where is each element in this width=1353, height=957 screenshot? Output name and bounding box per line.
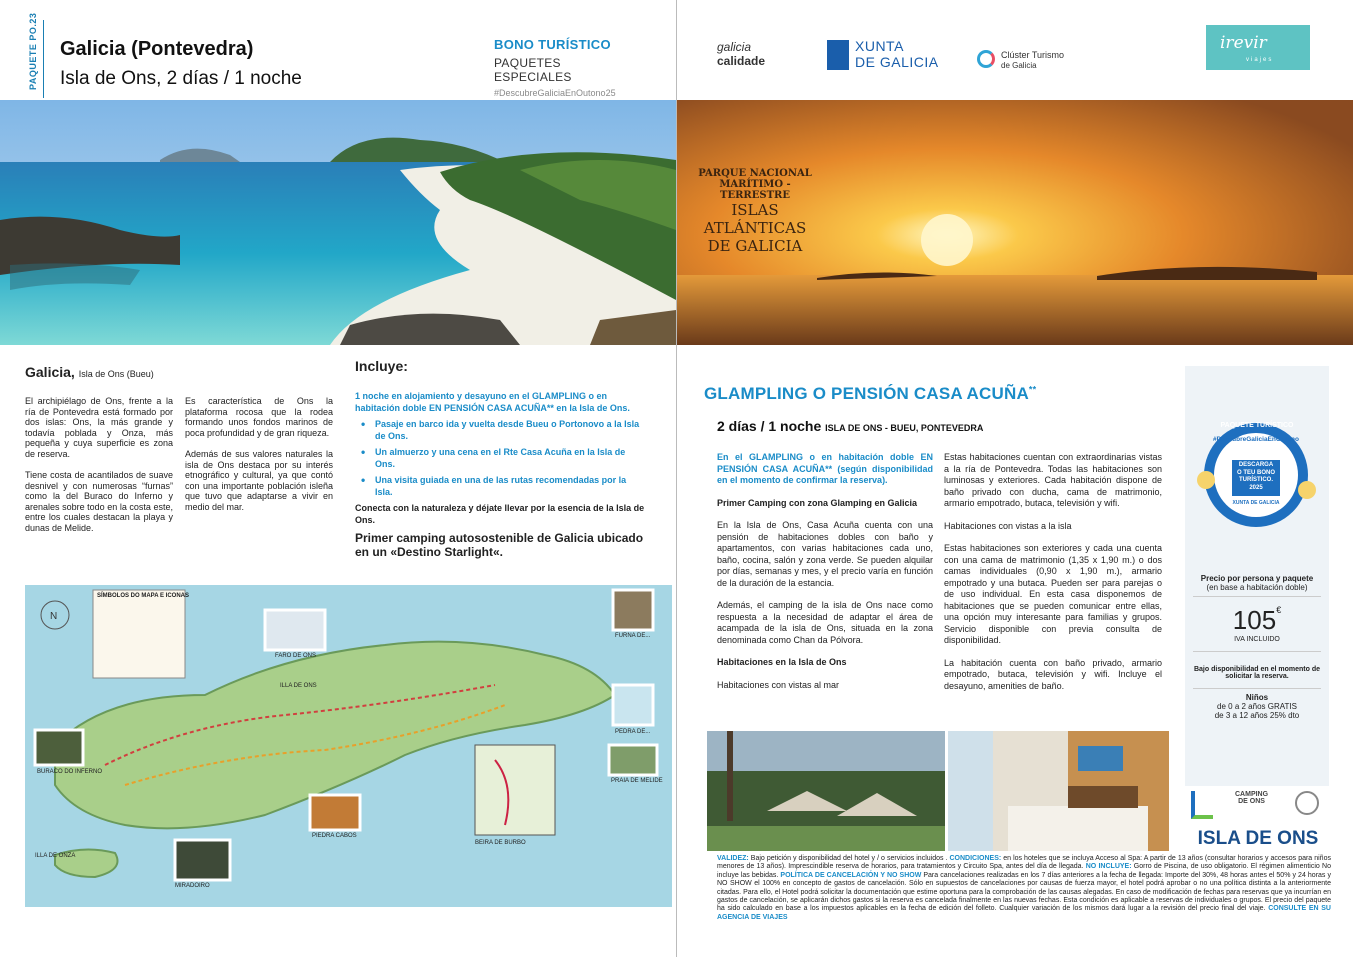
intro-heading (25, 364, 154, 380)
map-label-isla-ons: ILLA DE ONS (280, 683, 317, 689)
duration-text: 2 días / 1 noche (717, 418, 822, 434)
right-r1: Estas habitaciones cuentan con extraordinarias vistas a la ría de Pontevedra. Todas las habitaciones son luminosas y exteriores. Cada habitación dispone de baño privado con ducha, cama de matrimonio, armario empotrado, butaca, televisión y wifi. (944, 452, 1162, 508)
parque-logo (685, 168, 825, 255)
xunta-logo (827, 38, 967, 88)
right-r3: La habitación cuenta con baño privado, armario empotrado, butaca, televisión y wifi. Incluye el desayuno, amenities de baño. (944, 657, 1162, 691)
price-currency: € (1276, 605, 1282, 615)
right-title-text: GLAMPLING O PENSIÓN CASA ACUÑA (704, 384, 1029, 403)
legal-validez: Bajo petición y disponibilidad del hotel y / o servicios incluidos . (750, 855, 948, 862)
cluster-line2: de Galicia (1001, 61, 1037, 70)
sidebar-logos (1185, 785, 1329, 827)
ninos-l2: de 3 a 12 años 25% dto (1214, 711, 1300, 720)
incluye-intro: 1 noche en alojamiento y desayuno en el GLAMPLING o en habitación doble EN PENSIÓN CASA ACUÑA** en la Isla de Ons. (355, 391, 630, 413)
bono-hashtag: #DescubreGaliciaEnOutono25 (494, 88, 616, 98)
camping-heading: Primer Camping con zona Glamping en Galicia (717, 497, 918, 508)
legal-consulte: CONSULTE EN SU AGENCIA DE VIAJES (717, 905, 1331, 921)
right-p1: En la Isla de Ons, Casa Acuña cuenta con una pensión de habitaciones dobles con baño y apartamentos, con varias habitaciones cada uno, baño, cocina, salón y zona verde. Se pueden alquilar por días, semanas y mes, y el precio varía en función de la duración de la estancia. (717, 520, 933, 588)
legal-validez-label: VALIDEZ: (717, 855, 749, 862)
right-title-stars: ** (1028, 384, 1037, 395)
page-subtitle: Isla de Ons, 2 días / 1 noche (60, 68, 302, 89)
incluye-item: • Un almuerzo y una cena en el Rte Casa Acuña en la Isla de Ons. (355, 447, 645, 470)
price-iva: IVA INCLUIDO (1234, 636, 1280, 643)
legal-noinc: Gorro de Piscina, de uso obligatorio. El régimen alimenticio No incluye las bebidas. (717, 863, 1331, 879)
map-label-furna: FURNA DE... (615, 633, 651, 639)
illustrated-map (25, 585, 672, 907)
incluye-item: • Una visita guiada en una de las rutas recomendadas por la Isla. (355, 475, 645, 498)
galicia-calidade-logo (717, 40, 797, 90)
svg-text:N: N (50, 611, 58, 622)
isla-banner: ISLA DE ONS (1197, 828, 1319, 849)
glamping-photo (707, 731, 945, 851)
right-page (677, 0, 1353, 957)
badge-top: PAQUETE TURÍSTICO (1220, 422, 1294, 429)
package-code: PAQUETE PO.23 (28, 12, 38, 90)
parque-line4: DE GALICIA (707, 237, 803, 255)
badge-xunta: XUNTA DE GALICIA (1232, 500, 1280, 506)
map-label-miradoiro: MIRADOIRO (175, 883, 210, 889)
map-label-praia: PRAIA DE MELIDE (611, 778, 663, 784)
badge-year: 2025 (1249, 484, 1263, 491)
cluster-line1: Clúster Turismo (1001, 50, 1065, 60)
page-title: Galicia (Pontevedra) (60, 38, 254, 60)
lead-text: En el GLAMPLING o en habitación doble EN PENSIÓN CASA ACUÑA** (según disponibilidad en el momento de confirmar la reserva). (717, 452, 933, 485)
hab-vistas: Habitaciones con vistas al mar (717, 679, 840, 690)
cluster-logo (977, 48, 1097, 98)
legal-noinc-label: NO INCLUYE: (1085, 863, 1132, 871)
conecta-text: Conecta con la naturaleza y déjate llevar por la esencia de la Isla de Ons. (355, 503, 645, 525)
hab-heading: Habitaciones en la Isla de Ons (717, 657, 847, 667)
right-r2-heading: Habitaciones con vistas a la isla (944, 520, 1072, 531)
badge-hashtag: #DescubreGaliciaEnOutono (1213, 436, 1299, 443)
xunta-line2: DE GALICIA (855, 54, 939, 70)
intro-location: Isla de Ons (Bueu) (78, 369, 154, 379)
right-col1 (717, 452, 933, 702)
right-r2: Estas habitaciones son exteriores y cada una cuenta con una cama de matrimonio (1,35 x 1,90 m.) o dos camas individuales (0,90 x 1,90 m.), armario empotrado y una butaca. Pueden ser para parejas o de uso individual. En esta casa disponemos de habitaciones que se pueden comunicar entre ellas, una opción muy interesante para familias y grupos. Servicio disponible con previa consulta de disponibilidad. (944, 543, 1162, 645)
incluye-title: Incluye: (355, 358, 408, 374)
sunset-photo (677, 100, 1353, 345)
bono-line2: PAQUETES ESPECIALES (494, 56, 572, 84)
badge-text (1232, 462, 1280, 492)
intro-col2-p2: Además de sus valores naturales la isla de Ons destaca por su interés etnográfico y cultural, ya que contó con una importante población isleña que tuvo que adaptarse a vivir en medio del mar. (185, 449, 333, 512)
price-box (1185, 568, 1329, 728)
map-label-buraco: BURACO DO INFERNO (37, 769, 103, 775)
bono-header (494, 37, 634, 98)
incluye-list (355, 391, 645, 559)
parque-line3: ISLAS ATLÁNTICAS (703, 201, 807, 237)
primer-camping-text: Primer camping autosostenible de Galicia ubicado en un «Destino Starlight«. (355, 531, 644, 559)
left-page (0, 0, 676, 957)
anfaco-icon (1191, 791, 1213, 819)
duration-heading (717, 418, 983, 434)
badge-l2: O TEU BONO (1236, 469, 1275, 476)
legal-cond-label: CONDICIONES: (949, 855, 1002, 862)
xunta-shield-icon (827, 40, 849, 70)
irevir-text: irevir (1220, 33, 1267, 53)
casa-acuna-icon (1295, 791, 1319, 815)
price-value (1185, 605, 1329, 636)
room-photo (948, 731, 1169, 851)
intro-col1-p1: El archipiélago de Ons, frente a la ría de Pontevedra está formado por dos islas: Ons, la más grande y todavía poblada y Onza, más pequeña y cuya superficie es zona de reserva. (25, 396, 173, 459)
right-col2 (944, 452, 1162, 703)
parque-line2: MARÍTIMO - TERRESTRE (719, 179, 791, 201)
price-number: 105 (1232, 605, 1277, 635)
galicia-calidade-line2: calidade (717, 54, 766, 68)
price-sub: (en base a habitación doble) (1206, 583, 1308, 592)
ninos-title: Niños (1245, 693, 1269, 702)
camping-logo-line1: CAMPING (1235, 791, 1269, 798)
irevir-sub: viajes (1246, 57, 1274, 63)
camping-ons-logo (1235, 791, 1268, 805)
intro-col1-p2: Tiene costa de acantilados de suave desnivel y con numerosas “furnas” como la del Buraco do Inferno y arenales sobre todo en la costa este, entre los cuales destacan la playa y dunas de Melide. (25, 470, 173, 533)
vertical-tab (22, 12, 44, 98)
parque-line1: PARQUE NACIONAL (698, 168, 812, 179)
intro-heading-text: Galicia, (25, 364, 75, 380)
map-label-faro: FARO DE ONS (275, 653, 317, 659)
cluster-icon (977, 50, 995, 68)
duration-location: ISLA DE ONS - BUEU, PONTEVEDRA (825, 423, 984, 433)
legal-pol-label: POLÍTICA DE CANCELACIÓN Y NO SHOW (780, 871, 922, 879)
legal-text (717, 855, 1331, 922)
map-label-pedra: PEDRA DE... (615, 729, 651, 735)
map-label-inset: BEIRA DE BURBO (475, 840, 526, 846)
xunta-line1: XUNTA (855, 38, 904, 54)
camping-logo-line2: DE ONS (1238, 798, 1265, 805)
map-label-isla-onza: ILLA DE ONZA (35, 853, 76, 859)
intro-col2-p1: Es característica de Ons la plataforma rocosa que la rodea formando unos fondos marinos de poca profundidad y de gran riqueza. (185, 396, 333, 438)
intro-col1 (25, 396, 173, 533)
galicia-calidade-line1: galicia (717, 40, 752, 54)
price-note: Bajo disponibilidad en el momento de solicitar la reserva. (1193, 666, 1320, 680)
legal-pol: Para cancelaciones realizadas en los 7 días anteriores a la fecha de llegada: Importe del 30%, 48 horas antes el 50% y 24 horas y NO SHOW el 100% en concepto de gastos de cancelación. Sólo en supuestos de cancelaciones por causas de fuerza mayor, el hotel podrá aprobar o no una política distinta a la anteriormente citadas. Para ello, el Hotel podrá solicitar la documentación que estime oportuna para la comprobación de las causas alegadas. En caso de modificación de fechas para reservas que ya incurrían en gastos de cancelación, se aplicarán dichos gastos si la reserva es cancelada finalmente en las nuevas fechas. Esta condición es aplicable a reservas de individuales o grupos. El precio del paquete ha sido calculado en base a los impuestos aplicables en la fecha de edición del folleto. Cualquier variación de los mismos dará lugar a la revisión del precio final del viaje. (717, 871, 1331, 913)
right-p2: Además, el camping de la isla de Ons nace como respuesta a la necesidad de adaptar el área de acampada de la isla de Ons, situada en la zona denominada como Chan da Pólvora. (717, 600, 933, 645)
bono-badge (1192, 380, 1320, 555)
price-label: Precio por persona y paquete (1200, 574, 1314, 583)
map-legend-title: SÍMBOLOS DO MAPA E ICONAS (97, 593, 190, 599)
beach-photo (0, 100, 676, 345)
badge-l3: TURÍSTICO. (1239, 477, 1273, 483)
ninos-l1: de 0 a 2 años GRATIS (1217, 702, 1297, 711)
irevir-logo (1206, 25, 1310, 70)
bono-line1: BONO TURÍSTICO (494, 37, 611, 52)
badge-l1: DESCARGA (1238, 462, 1274, 468)
incluye-item: • Pasaje en barco ida y vuelta desde Bueu o Portonovo a la Isla de Ons. (355, 419, 645, 442)
intro-col2 (185, 396, 333, 512)
legal-cond: en los hoteles que se incluya Acceso al Spa: A partir de 13 años (consultar horarios y accesos para niños menores de 13 años). Imprescindible reserva de horarios, para tratamientos y Circuito Spa, antes del día de llegada. (717, 855, 1331, 871)
map-label-piedra: PIEDRA CABOS (312, 833, 357, 839)
right-title (704, 384, 1036, 404)
